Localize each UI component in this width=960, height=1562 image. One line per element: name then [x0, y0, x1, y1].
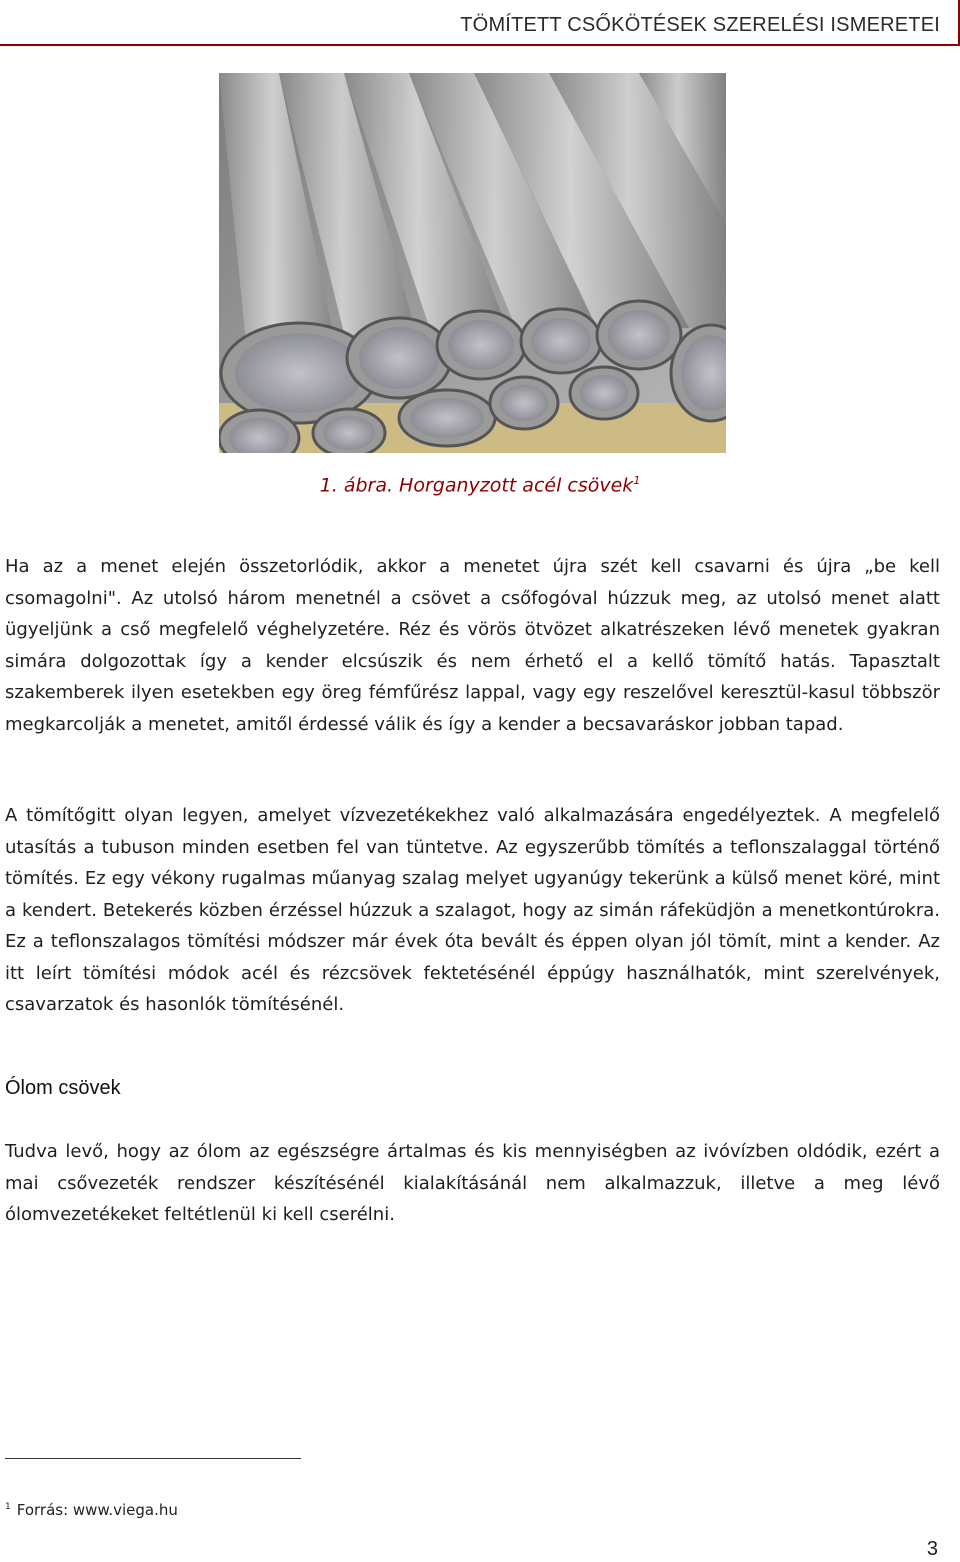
figure-caption-text: 1. ábra. Horganyzott acél csövek: [319, 474, 634, 497]
body-paragraph-1: Ha az a menet elején összetorlódik, akkor a menetet újra szét kell csavarni és újra „be kell csomagolni". Az utolsó három menetnél a csövet a csőfogóval húzzuk meg, az utolsó menet alatt ügyeljünk a cső megfelelő véghelyzetére. Réz és vörös ötvözet alkatrészeken lévő menetek gyakran simára dolgozottak így a kender elcsúszik és nem érhető el a kellő tömítő hatás. Tapasztalt szakemberek ilyen esetekben egy öreg fémfűrész lappal, vagy egy reszelővel keresztül-kasul többször megkarcolják a menetet, amitől érdessé válik és így a kender a becsavaráskor jobban tapad.: [5, 556, 940, 735]
header-rule: [0, 44, 960, 46]
footnote-separator: [5, 1458, 301, 1459]
page-number: 3: [926, 1538, 938, 1560]
galvanized-steel-pipes-photo: [219, 73, 726, 453]
running-header-title: TÖMÍTETT CSŐKÖTÉSEK SZERELÉSI ISMERETEI: [460, 14, 940, 36]
footnote: [5, 1501, 178, 1519]
figure-caption: [0, 474, 960, 496]
footnote-text: Forrás: www.viega.hu: [16, 1501, 178, 1519]
caption-footnote-ref: 1: [633, 474, 641, 487]
body-paragraph-2: A tömítőgitt olyan legyen, amelyet vízvezetékekhez való alkalmazására engedélyeztek. A megfelelő utasítás a tubuson minden esetben fel van tüntetve. Az egyszerűbb tömítés a teflonszalaggal történő tömítés. Ez egy vékony rugalmas műanyag szalag melyet ugyanúgy tekerünk a külső menet köré, mint a kendert. Betekerés közben érzéssel húzzuk a szalagot, hogy az simán ráfeküdjön a menetkontúrokra. Ez a teflonszalagos tömítési módszer már évek óta bevált és éppen olyan jól tömít, mint a kender. Az itt leírt tömítési módok acél és rézcsövek fektetésénél éppúgy használhatók, mint szerelvények, csavarzatok és hasonlók tömítésénél.: [5, 805, 940, 1015]
body-paragraph-3: Tudva levő, hogy az ólom az egészségre ártalmas és kis mennyiségben az ivóvízben oldódik, ezért a mai csővezeték rendszer készítésénél kialakításánál nem alkalmazzuk, illetve a meg lévő ólomvezetékeket feltétlenül ki kell cserélni.: [5, 1141, 940, 1225]
section-heading: Ólom csövek: [5, 1077, 121, 1099]
footnote-number: 1: [5, 1502, 11, 1512]
